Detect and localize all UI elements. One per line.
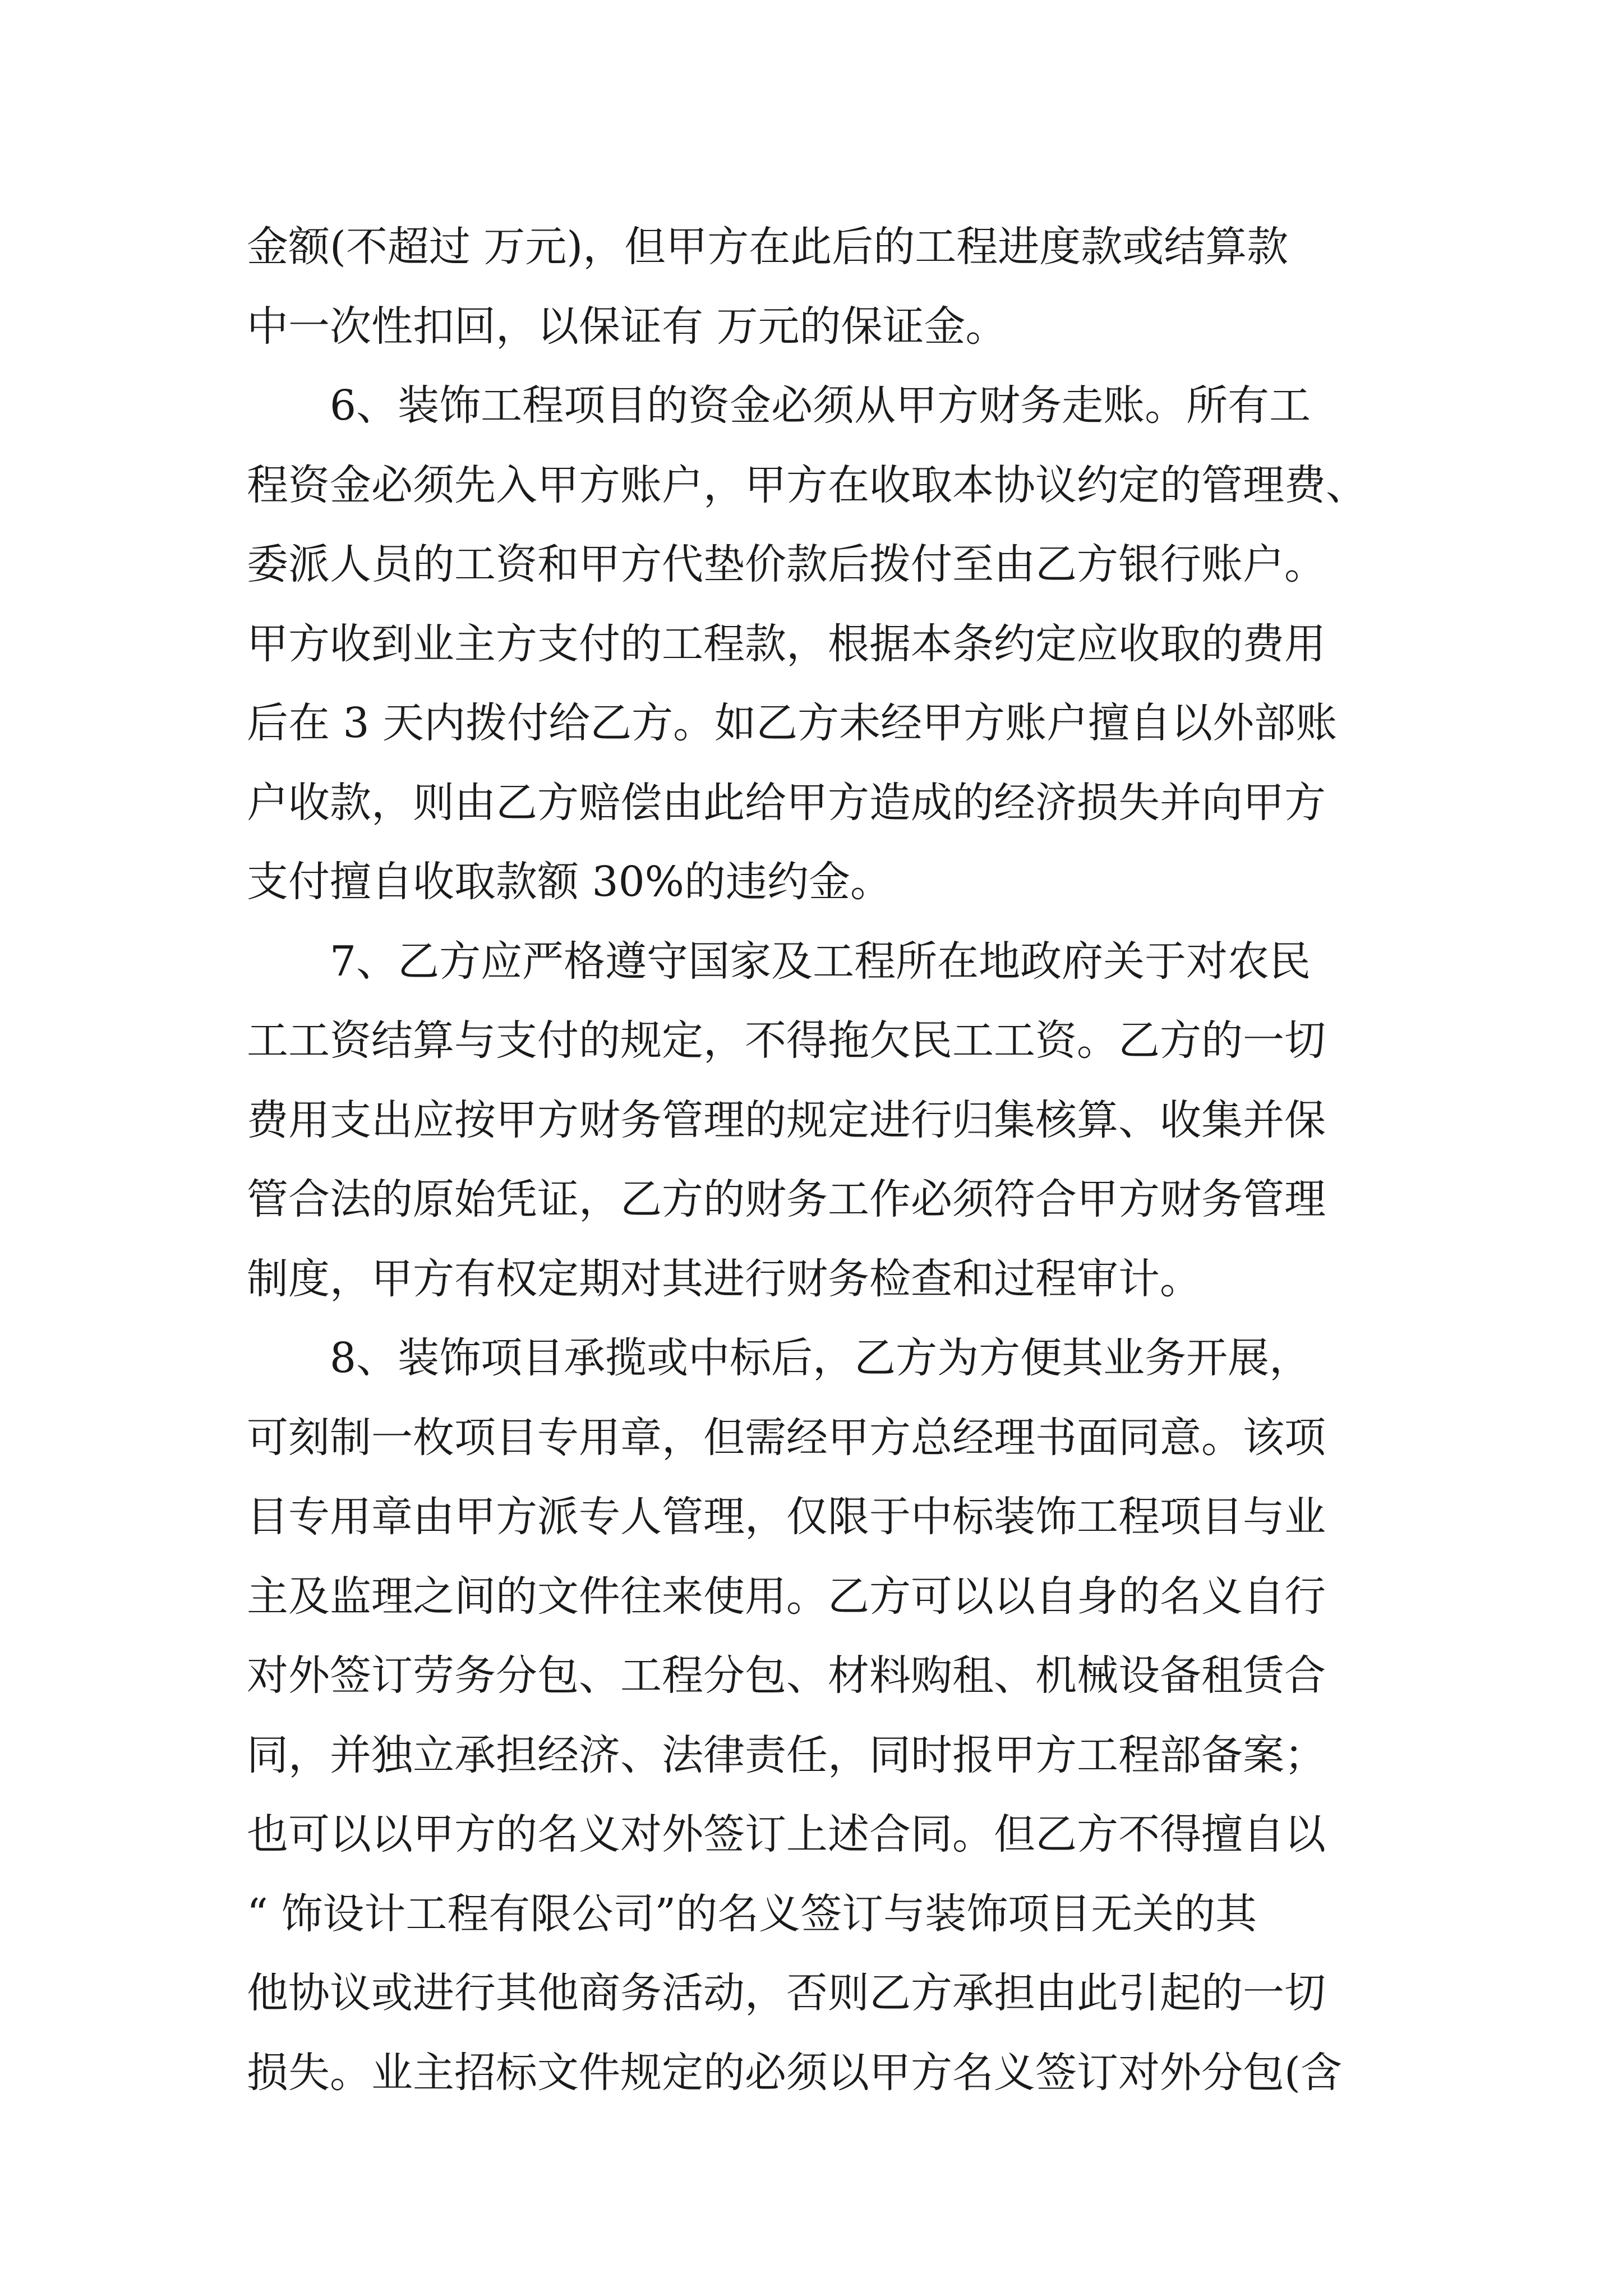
text-line: 费用支出应按甲方财务管理的规定进行归集核算、收集并保 — [247, 1096, 1326, 1144]
text-line: 管合法的原始凭证，乙方的财务工作必须符合甲方财务管理 — [247, 1175, 1326, 1223]
body-text — [247, 208, 1385, 2113]
text-line: 目专用章由甲方派专人管理，仅限于中标装饰工程项目与业 — [247, 1493, 1326, 1541]
paragraph-start-line: 6、装饰工程项目的资金必须从甲方财务走账。所有工 — [330, 381, 1311, 430]
text-line: 甲方收到业主方支付的工程款，根据本条约定应收取的费用 — [247, 619, 1326, 668]
text-line: 可刻制一枚项目专用章，但需经甲方总经理书面同意。该项 — [247, 1413, 1326, 1462]
text-line: 工工资结算与支付的规定，不得拖欠民工工资。乙方的一切 — [247, 1016, 1326, 1065]
text-line: 制度，甲方有权定期对其进行财务检查和过程审计。 — [247, 1254, 1201, 1303]
text-line: 也可以以甲方的名义对外签订上述合同。但乙方不得擅自以 — [247, 1810, 1326, 1858]
paragraph-start-line: 7、乙方应严格遵守国家及工程所在地政府关于对农民 — [330, 937, 1311, 986]
text-line: 程资金必须先入甲方账户，甲方在收取本协议约定的管理费、 — [247, 461, 1367, 509]
text-line: “ 饰设计工程有限公司”的名义签订与装饰项目无关的其 — [247, 1889, 1257, 1938]
text-line: 主及监理之间的文件往来使用。乙方可以以自身的名义自行 — [247, 1572, 1326, 1621]
text-line: 支付擅自收取款额 30%的违约金。 — [247, 858, 892, 906]
text-line: 后在 3 天内拨付给乙方。如乙方未经甲方账户擅自以外部账 — [247, 699, 1338, 747]
text-line: 对外签订劳务分包、工程分包、材料购租、机械设备租赁合 — [247, 1651, 1326, 1700]
paragraph-start-line: 8、装饰项目承揽或中标后，乙方为方便其业务开展， — [330, 1334, 1311, 1382]
text-line: 中一次性扣回，以保证有 万元的保证金。 — [247, 302, 1007, 351]
text-line: 他协议或进行其他商务活动，否则乙方承担由此引起的一切 — [247, 1969, 1326, 2017]
text-line: 户收款，则由乙方赔偿由此给甲方造成的经济损失并向甲方 — [247, 778, 1326, 827]
text-line: 委派人员的工资和甲方代垫价款后拨付至由乙方银行账户。 — [247, 540, 1326, 588]
text-line: 金额(不超过 万元)，但甲方在此后的工程进度款或结算款 — [247, 223, 1289, 271]
text-line: 损失。业主招标文件规定的必须以甲方名义签订对外分包(含 — [247, 2048, 1342, 2097]
text-line: 同，并独立承担经济、法律责任，同时报甲方工程部备案； — [247, 1731, 1326, 1779]
